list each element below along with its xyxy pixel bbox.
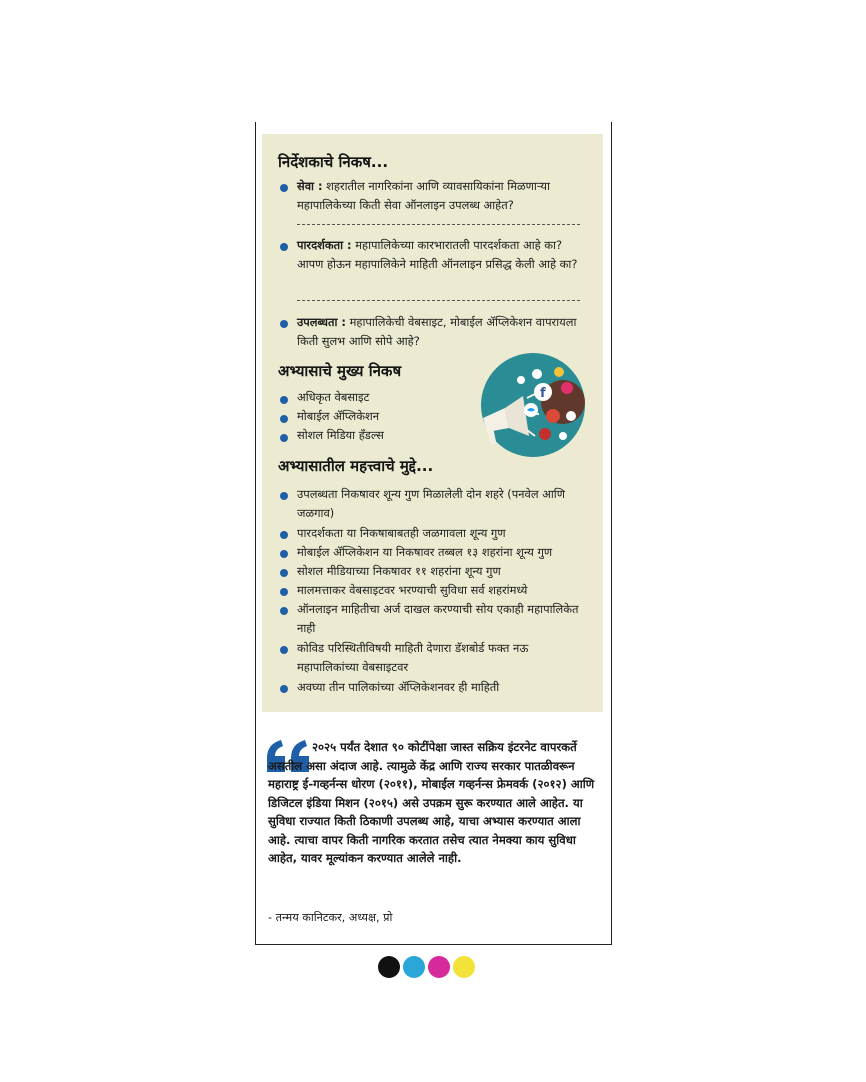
section3-item: उपलब्धता निकषावर शून्य गुण मिळालेली दोन शहरे (पनवेल आणि जळगाव) [297,487,565,520]
bullet-icon [280,569,288,577]
section3-title: अभ्यासातील महत्त्वाचे मुद्दे... [278,457,434,475]
section1-item-text: शहरातील नागरिकांना आणि व्यावसायिकांना मिळणाऱ्या महापालिकेच्या किती सेवा ऑनलाइन उपलब्ध आहेत? [297,179,550,212]
section3-item: अवघ्या तीन पालिकांच्या ॲप्लिकेशनवर ही माहिती [297,680,500,694]
quote-author: - तन्मय कानिटकर, अध्यक्ष, प्रो [268,911,393,924]
bullet-icon [280,492,288,500]
section2-item: अधिकृत वेबसाइट [297,390,370,404]
registration-dot-yellow [453,956,475,978]
registration-dot-cyan [403,956,425,978]
dashed-divider [297,224,580,225]
section3-item: सोशल मीडियाच्या निकषावर ११ शहरांना शून्य गुण [297,564,501,578]
section2-item: मोबाईल ॲप्लिकेशन [297,409,380,423]
section1-title: निर्देशकाचे निकष... [278,153,389,171]
section1-item-label: पारदर्शकता : [297,238,352,252]
section3-item: मालमत्ताकर वेबसाइटवर भरण्याची सुविधा सर्व शहरांमध्ये [297,583,528,597]
section1-item-text: महापालिकेची वेबसाइट, मोबाईल ॲप्लिकेशन वापरायला किती सुलभ आणि सोपे आहे? [297,315,577,348]
bullet-icon [280,415,288,423]
section1-item-label: सेवा : [297,179,323,193]
bullet-icon [280,434,288,442]
bullet-icon [280,243,288,251]
social-media-megaphone-icon [475,352,587,458]
dashed-divider [297,300,580,301]
bullet-icon [280,531,288,539]
bullet-icon [280,646,288,654]
section1-item-label: उपलब्धता : [297,315,346,329]
section3-item: मोबाईल ॲप्लिकेशन या निकषावर तब्बल १३ शहरांना शून्य गुण [297,545,553,559]
quote-text: २०२५ पर्यंत देशात ९० कोटींपेक्षा जास्त सक्रिय इंटरनेट वापरकर्ते असतील असा अंदाज आहे. त्यामुळे केंद्र आणि राज्य सरकार पातळीवरून महाराष्ट्र ई-गव्हर्नन्स धोरण (२०११), मोबाईल गव्हर्नन्स फ्रेमवर्क (२०१२) आणि डिजिटल इंडिया मिशन (२०१५) असे उपक्रम सुरू करण्यात आले आहेत. या सुविधा राज्यात किती ठिकाणी उपलब्ध आहे, याचा अभ्यास करण्यात आला आहे. त्याचा वापर किती नागरिक करतात तसेच त्यात नेमक्या काय सुविधा आहेत, यावर मूल्यांकन करण्यात आलेले नाही. [268,740,595,865]
section1-item-text: महापालिकेच्या कारभारातली पारदर्शकता आहे का? आपण होऊन महापालिकेने माहिती ऑनलाइन प्रसिद्ध केली आहे का? [297,238,578,271]
section2-item: सोशल मिडिया हँडल्स [297,428,384,442]
bullet-icon [280,184,288,192]
section3-item: ऑनलाइन माहितीचा अर्ज दाखल करण्याची सोय एकाही महापालिकेत नाही [297,602,579,635]
bullet-icon [280,588,288,596]
section3-item: पारदर्शकता या निकषाबाबतही जळगावला शून्य गुण [297,526,506,540]
bullet-icon [280,320,288,328]
section1-item [297,177,587,214]
registration-dot-black [378,956,400,978]
section2-title: अभ्यासाचे मुख्य निकष [278,362,402,380]
svg-text:f: f [540,386,546,401]
bullet-icon [280,685,288,693]
bullet-icon [280,550,288,558]
section1-item [297,313,587,350]
bullet-icon [280,396,288,404]
bullet-icon [280,607,288,615]
section3-item: कोविड परिस्थितीविषयी माहिती देणारा डॅशबोर्ड फक्त नऊ महापालिकांच्या वेबसाइटवर [297,641,529,674]
registration-dot-magenta [428,956,450,978]
section1-item [297,236,587,273]
